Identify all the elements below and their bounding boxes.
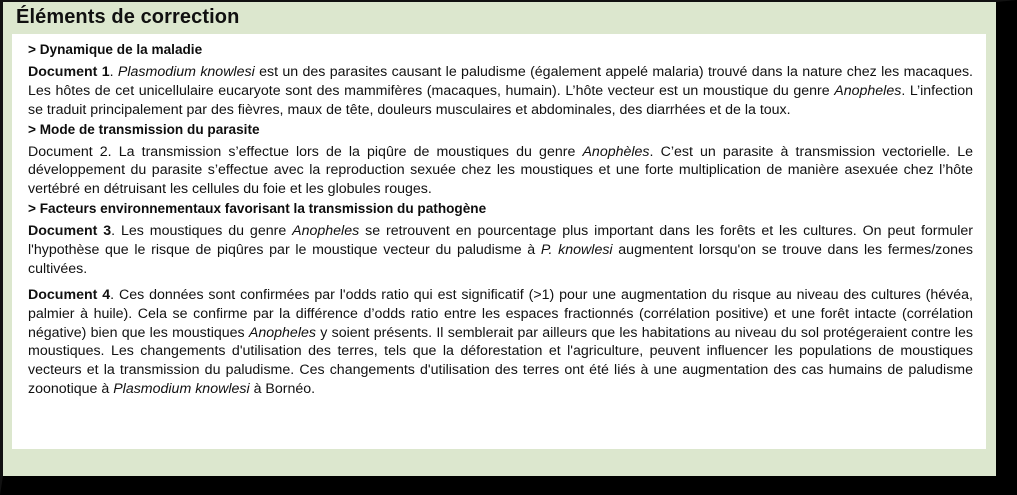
section-heading: > Mode de transmission du parasite	[28, 121, 260, 137]
run-text: . Ces données sont confirmées par l'odds ratio qui est significatif (>1) pour une augmentation du risque au niveau des cultures (hévéa, palmier à huile). Cela se confirme par la différence d’odds ratio entre les espaces fractionnés (corrélation positive) et une forêt intacte (corrélation négative) bien que les moustiques	[28, 286, 973, 341]
run-italic-species: P. knowlesi	[540, 242, 613, 259]
run-text: .	[109, 63, 118, 80]
paragraph-document-1	[28, 63, 973, 120]
run-italic-genus: Anopheles	[248, 324, 316, 341]
run-italic-species: Plasmodium knowlesi	[113, 381, 250, 398]
page-title: Éléments de correction	[16, 6, 240, 28]
paragraph-document-2	[28, 143, 973, 200]
run-text: y soient présents. Il semblerait par ailleurs que les habitations au niveau du sol protégeraient contre les moustiques. Les changements d'utilisation des terres, tels que la déforestation et l'agriculture, peuvent influencer les populations de moustiques vecteurs et la transmission du paludisme. Ces changements d'utilisation des terres ont été liés à une augmentation des cas humains de paludisme zoonotique à	[28, 324, 973, 398]
run-text: est un des parasites causant le paludisme (également appelé malaria) trouvé dans la nature chez les macaques. Les hôtes de cet unicellulaire eucaryote sont des mammifères (macaques, humain). L’hôte vecteur est un moustique du genre	[28, 63, 973, 99]
run-bold: Document 4	[28, 286, 111, 303]
document-inner	[3, 2, 996, 476]
paragraph-document-3	[28, 222, 973, 279]
run-text: . L’infection se traduit principalement par des fièvres, maux de tête, douleurs musculaires et abdominales, des diarrhées et de la toux.	[28, 82, 973, 118]
run-text: . Les moustiques du genre	[111, 223, 293, 240]
paragraph-document-4	[28, 286, 973, 399]
section-dynamique-de-la-maladie	[28, 42, 973, 120]
section-facteurs-environnementaux	[28, 201, 973, 399]
run-bold: Document 1	[28, 63, 110, 80]
run-italic-genus: Anopheles	[292, 223, 360, 240]
run-italic-species: Plasmodium knowlesi	[117, 63, 255, 80]
run-text: augmentent lorsqu'on se trouve dans les fermes/zones cultivées.	[28, 242, 973, 277]
run-bold: Document 3	[28, 223, 112, 240]
section-heading: > Facteurs environnementaux favorisant la transmission du pathogène	[28, 201, 487, 217]
section-heading: > Dynamique de la maladie	[28, 42, 203, 57]
content-sheet	[12, 34, 986, 449]
run-italic-genus: Anophèles	[582, 143, 650, 160]
run-text: . C’est un parasite à transmission vectorielle. Le développement du parasite s’effectue avec la reproduction sexuée chez les moustiques et une forte multiplication de manière asexuée chez l’hôte vertébré en détruisant les cellules du foie et les globules rouges.	[28, 143, 974, 198]
run-text: à Bornéo.	[249, 381, 316, 398]
run-text: se retrouvent en pourcentage plus important dans les forêts et les cultures. On peut formuler l'hypothèse que le risque de piqûres par le moustique vecteur du paludisme à	[28, 223, 973, 259]
section-mode-de-transmission	[28, 122, 973, 200]
run-italic-genus: Anopheles	[834, 82, 902, 99]
run-text: Document 2. La transmission s’effectue lors de la piqûre de moustiques du genre	[28, 143, 583, 160]
